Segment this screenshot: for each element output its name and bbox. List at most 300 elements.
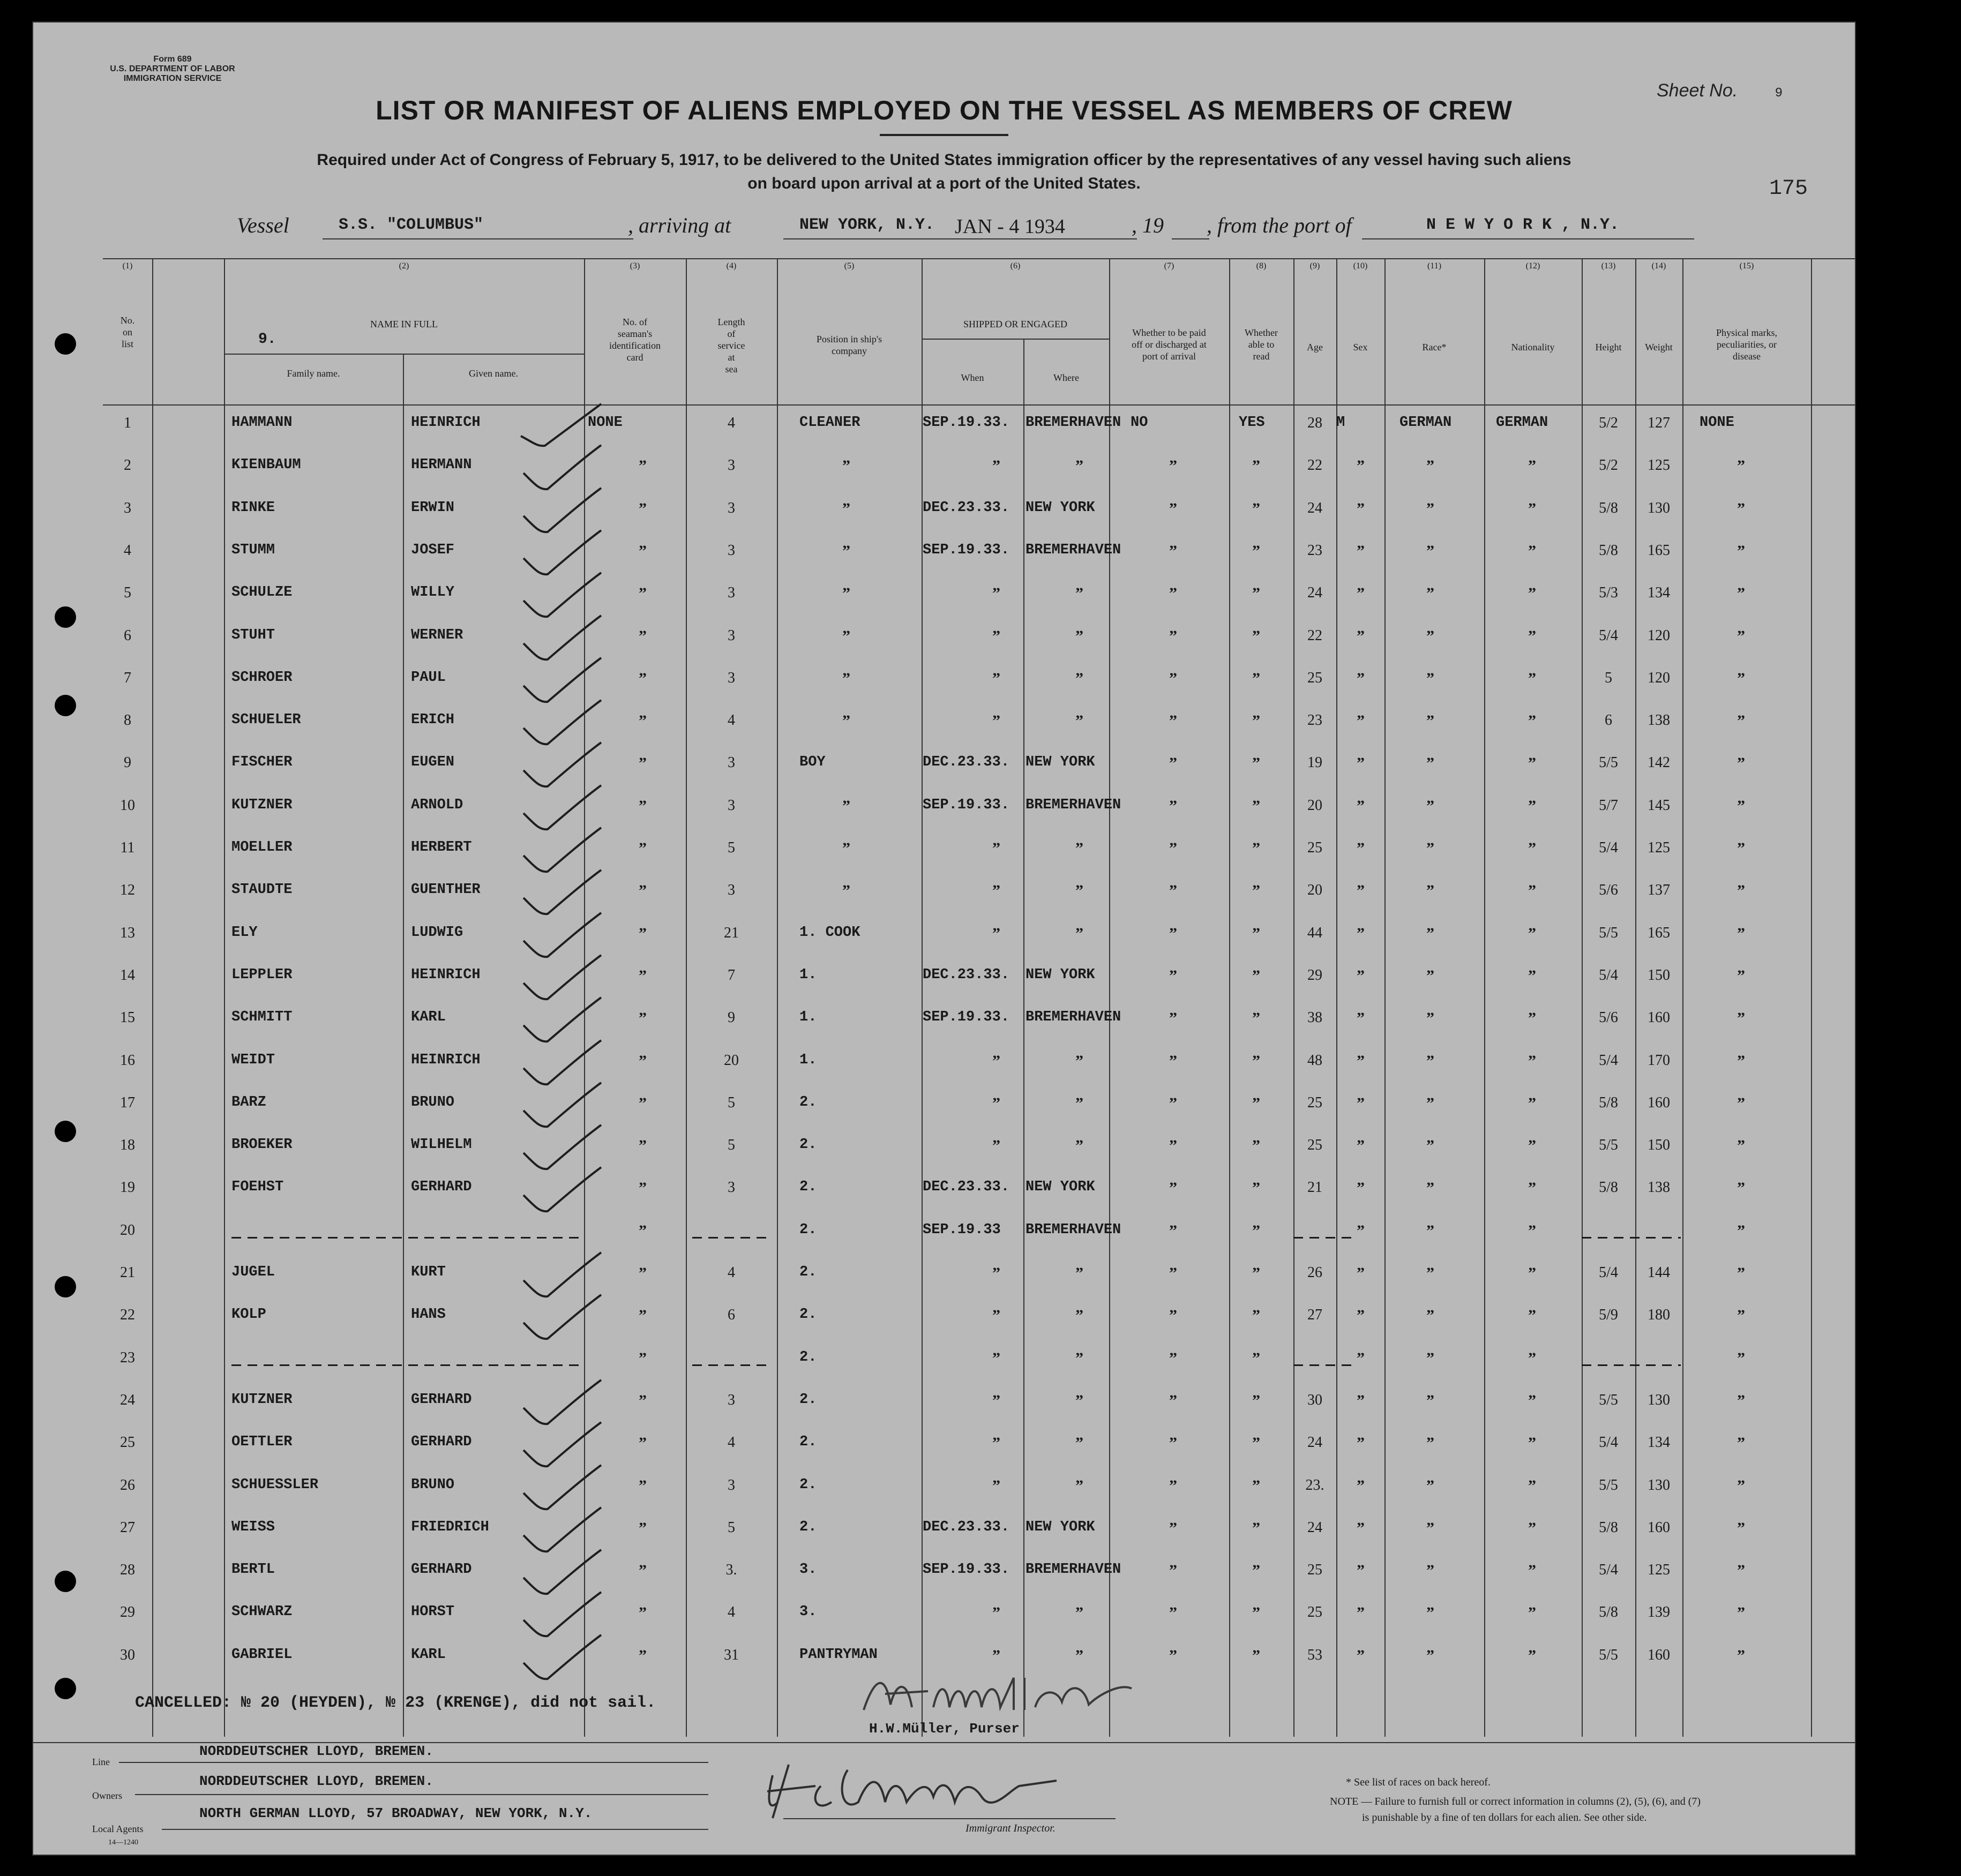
row-number: 11	[120, 839, 135, 856]
weight: 170	[1648, 1052, 1670, 1069]
given-name: BRUNO	[411, 1476, 455, 1493]
manifest-page	[32, 21, 1856, 1856]
age: 38	[1307, 1009, 1322, 1026]
table-row	[103, 875, 1855, 918]
table-row	[103, 1428, 1855, 1470]
position: 2.	[799, 1391, 817, 1408]
shipped-where: ”	[1075, 1264, 1083, 1282]
weight: 139	[1648, 1604, 1670, 1621]
table-row	[103, 1173, 1855, 1215]
race: ”	[1426, 712, 1434, 730]
seaman-card: ”	[639, 669, 647, 687]
seaman-card: ”	[639, 1646, 647, 1664]
paid-off: ”	[1169, 1137, 1177, 1155]
position: ”	[842, 499, 850, 517]
length-of-service: 3.	[725, 1562, 737, 1579]
row-number: 14	[120, 966, 135, 984]
shipped-where: ”	[1075, 839, 1083, 857]
shipped-when: DEC.23.33.	[923, 1179, 1010, 1196]
race: ”	[1426, 627, 1434, 645]
row-number: 27	[120, 1519, 135, 1536]
physical-marks: ”	[1737, 1562, 1745, 1580]
able-to-read: ”	[1252, 712, 1260, 730]
shipped-where: NEW YORK	[1026, 754, 1095, 771]
seaman-card: ”	[639, 1307, 647, 1325]
height: 5/4	[1599, 966, 1618, 984]
shipped-where: BREMERHAVEN	[1026, 415, 1121, 431]
col-10-number: (10)	[1353, 261, 1368, 271]
punch-hole	[55, 1678, 76, 1699]
age: 26	[1307, 1264, 1322, 1281]
shipped-when: ”	[992, 669, 1000, 687]
header-bottom-rule	[103, 404, 1855, 406]
punch-hole	[55, 333, 76, 355]
sex: ”	[1357, 882, 1365, 900]
paid-off: ”	[1169, 1646, 1177, 1664]
row-number: 17	[120, 1094, 135, 1111]
row-number: 30	[120, 1646, 135, 1663]
cancelled-note: CANCELLED: № 20 (HEYDEN), № 23 (KRENGE), did not sail.	[135, 1694, 656, 1712]
row-number: 2	[124, 457, 131, 474]
paid-off: ”	[1169, 1307, 1177, 1325]
seaman-card: ”	[639, 1434, 647, 1452]
arrival-date: JAN - 4 1934	[955, 215, 1065, 238]
able-to-read: ”	[1252, 1052, 1260, 1070]
shipped-where: NEW YORK	[1026, 499, 1095, 516]
age: 24	[1307, 584, 1322, 602]
shipped-where: BREMERHAVEN	[1026, 1009, 1121, 1026]
check-mark-icon	[515, 1163, 607, 1214]
shipped-when: SEP.19.33.	[923, 1562, 1010, 1578]
col-13-header: Height	[1595, 342, 1622, 352]
weight: 137	[1648, 882, 1670, 899]
shipped-where: ”	[1075, 712, 1083, 730]
col-7-number: (7)	[1164, 261, 1174, 271]
line-value: NORDDEUTSCHER LLOYD, BREMEN.	[199, 1743, 433, 1759]
age: 25	[1307, 1562, 1322, 1579]
able-to-read: ”	[1252, 669, 1260, 687]
physical-marks: ”	[1737, 1221, 1745, 1240]
row-number: 26	[120, 1476, 135, 1494]
length-of-service: 5	[728, 1519, 735, 1536]
race: ”	[1426, 1137, 1434, 1155]
family-name: WEIDT	[231, 1052, 275, 1068]
row-number: 10	[120, 797, 135, 814]
race: ”	[1426, 499, 1434, 517]
shipped-when: ”	[992, 457, 1000, 475]
position: 2.	[799, 1179, 817, 1196]
col-10-header: Sex	[1353, 342, 1368, 352]
race: GERMAN	[1399, 415, 1452, 431]
weight: 120	[1648, 669, 1670, 686]
seaman-card: ”	[639, 1604, 647, 1622]
physical-marks: ”	[1737, 839, 1745, 857]
family-name: SCHUESSLER	[231, 1476, 319, 1493]
age: 23	[1307, 712, 1322, 729]
given-name: KARL	[411, 1009, 446, 1026]
weight: 160	[1648, 1646, 1670, 1663]
length-of-service: 3	[728, 882, 735, 899]
sex: ”	[1357, 1349, 1365, 1367]
owners-label: Owners	[92, 1790, 122, 1801]
cancel-strike	[692, 1364, 767, 1366]
height: 5/5	[1599, 924, 1618, 941]
age: 44	[1307, 924, 1322, 941]
physical-marks: ”	[1737, 1476, 1745, 1495]
height: 5/8	[1599, 499, 1618, 516]
sex: ”	[1357, 839, 1365, 857]
able-to-read: ”	[1252, 499, 1260, 517]
row-number: 3	[124, 499, 131, 516]
paid-off: ”	[1169, 1476, 1177, 1495]
nationality: ”	[1528, 1009, 1536, 1027]
inspector-label: Immigrant Inspector.	[965, 1822, 1056, 1834]
paid-off: ”	[1169, 754, 1177, 772]
height: 5/8	[1599, 1519, 1618, 1536]
position: ”	[842, 797, 850, 815]
shipped-where: ”	[1075, 1604, 1083, 1622]
col-15-number: (15)	[1739, 261, 1754, 271]
able-to-read: ”	[1252, 797, 1260, 815]
length-of-service: 4	[728, 1264, 735, 1281]
col-9-header: Age	[1307, 342, 1323, 352]
form-code: 14—1240	[108, 1839, 138, 1847]
from-port-value: N E W Y O R K , N.Y.	[1426, 216, 1620, 234]
able-to-read: ”	[1252, 1391, 1260, 1409]
length-of-service: 3	[728, 1179, 735, 1196]
table-row	[103, 1343, 1855, 1385]
col-6a-header: When	[961, 372, 984, 383]
table-row	[103, 1597, 1855, 1640]
weight: 150	[1648, 966, 1670, 984]
race: ”	[1426, 1307, 1434, 1325]
nationality: ”	[1528, 712, 1536, 730]
col-2-number: (2)	[399, 261, 409, 271]
shipped-when: ”	[992, 1604, 1000, 1622]
length-of-service: 3	[728, 627, 735, 644]
row-number: 21	[120, 1264, 135, 1281]
row-number: 22	[120, 1307, 135, 1324]
seaman-card: ”	[639, 1137, 647, 1155]
nationality: ”	[1528, 754, 1536, 772]
length-of-service: 3	[728, 584, 735, 602]
family-name: STAUDTE	[231, 882, 293, 898]
able-to-read: ”	[1252, 1179, 1260, 1197]
family-name: RINKE	[231, 499, 275, 516]
seaman-card: ”	[639, 1264, 647, 1282]
row-number: 8	[124, 712, 131, 729]
col-8-number: (8)	[1256, 261, 1267, 271]
table-row	[103, 748, 1855, 790]
paid-off: ”	[1169, 1264, 1177, 1282]
seaman-card: ”	[639, 499, 647, 517]
family-name: HAMMANN	[231, 415, 293, 431]
family-name: JUGEL	[231, 1264, 275, 1280]
nationality: ”	[1528, 1137, 1536, 1155]
physical-marks: ”	[1737, 499, 1745, 517]
table-row	[103, 1555, 1855, 1597]
col-2b-header: Given name.	[469, 368, 518, 379]
col-2-header: NAME IN FULL	[370, 319, 438, 329]
age: 24	[1307, 1519, 1322, 1536]
given-name: HANS	[411, 1307, 446, 1323]
physical-marks: ”	[1737, 797, 1745, 815]
family-name: FISCHER	[231, 754, 293, 771]
col-5-header: Position in ship's company	[816, 334, 882, 356]
given-name: HORST	[411, 1604, 455, 1620]
paid-off: ”	[1169, 966, 1177, 985]
race: ”	[1426, 882, 1434, 900]
shipped-when: SEP.19.33	[923, 1221, 1001, 1238]
weight: 138	[1648, 712, 1670, 729]
sex: ”	[1357, 1221, 1365, 1240]
able-to-read: ”	[1252, 1519, 1260, 1537]
table-row	[103, 1046, 1855, 1088]
family-name: SCHUELER	[231, 712, 301, 729]
family-name: MOELLER	[231, 839, 293, 856]
able-to-read: ”	[1252, 1604, 1260, 1622]
arriving-value: NEW YORK, N.Y.	[799, 216, 935, 234]
position: 1.	[799, 1009, 817, 1026]
height: 5/4	[1599, 1052, 1618, 1069]
row-number: 29	[120, 1604, 135, 1621]
height: 5/5	[1599, 1476, 1618, 1494]
table-row	[103, 1088, 1855, 1130]
table-row	[103, 1130, 1855, 1173]
sex: ”	[1357, 542, 1365, 560]
family-name: SCHWARZ	[231, 1604, 293, 1620]
family-name: STUHT	[231, 627, 275, 643]
given-name: LUDWIG	[411, 924, 463, 941]
table-row	[103, 1300, 1855, 1342]
race: ”	[1426, 1009, 1434, 1027]
weight: 144	[1648, 1264, 1670, 1281]
able-to-read: ”	[1252, 966, 1260, 985]
given-name: HEINRICH	[411, 415, 481, 431]
paid-off: ”	[1169, 457, 1177, 475]
paid-off: ”	[1169, 1391, 1177, 1409]
col-9-number: (9)	[1309, 261, 1320, 271]
given-name: HERMANN	[411, 457, 472, 474]
position: 2.	[799, 1519, 817, 1535]
cancel-strike	[231, 1237, 585, 1239]
col-14-header: Weight	[1645, 342, 1673, 352]
position: 2.	[799, 1221, 817, 1238]
seaman-card: ”	[639, 966, 647, 985]
weight: 165	[1648, 924, 1670, 941]
physical-marks: ”	[1737, 966, 1745, 985]
race: ”	[1426, 839, 1434, 857]
seaman-card: ”	[639, 1562, 647, 1580]
family-name: SCHULZE	[231, 584, 293, 601]
shipped-where: ”	[1075, 1646, 1083, 1664]
sex: ”	[1357, 1519, 1365, 1537]
physical-marks: ”	[1737, 1434, 1745, 1452]
seaman-card: ”	[639, 457, 647, 475]
nationality: ”	[1528, 882, 1536, 900]
table-row	[103, 791, 1855, 833]
given-name: HERBERT	[411, 839, 472, 856]
position: ”	[842, 839, 850, 857]
age: 23	[1307, 542, 1322, 559]
shipped-where: ”	[1075, 627, 1083, 645]
age: 25	[1307, 839, 1322, 856]
nationality: ”	[1528, 1646, 1536, 1664]
length-of-service: 4	[728, 415, 735, 431]
height: 5/5	[1599, 1137, 1618, 1154]
family-name: SCHROER	[231, 669, 293, 686]
seaman-card: ”	[639, 924, 647, 942]
shipped-where: ”	[1075, 1052, 1083, 1070]
weight: 134	[1648, 1434, 1670, 1451]
sex: ”	[1357, 1562, 1365, 1580]
local-agents-label: Local Agents	[92, 1824, 144, 1834]
race: ”	[1426, 1562, 1434, 1580]
shipped-where: BREMERHAVEN	[1026, 542, 1121, 558]
age: 19	[1307, 754, 1322, 771]
row-number: 1	[124, 415, 131, 431]
nationality: ”	[1528, 1264, 1536, 1282]
physical-marks: ”	[1737, 1179, 1745, 1197]
vessel-underline	[323, 238, 633, 239]
shipped-when: ”	[992, 584, 1000, 603]
races-note: * See list of races on back hereof.	[1346, 1776, 1491, 1788]
shipped-when: SEP.19.33.	[923, 415, 1010, 431]
able-to-read: ”	[1252, 882, 1260, 900]
family-name: LEPPLER	[231, 966, 293, 983]
nationality: ”	[1528, 1562, 1536, 1580]
owners-underline	[135, 1794, 708, 1795]
sex: ”	[1357, 1434, 1365, 1452]
physical-marks: ”	[1737, 584, 1745, 603]
given-name: KURT	[411, 1264, 446, 1280]
nationality: ”	[1528, 797, 1536, 815]
nationality: ”	[1528, 1179, 1536, 1197]
nationality: ”	[1528, 1094, 1536, 1112]
shipped-when: ”	[992, 627, 1000, 645]
paid-off: ”	[1169, 1604, 1177, 1622]
height: 5/8	[1599, 1604, 1618, 1621]
nationality: ”	[1528, 1476, 1536, 1495]
nationality: ”	[1528, 499, 1536, 517]
height: 5/4	[1599, 1434, 1618, 1451]
sex: ”	[1357, 1052, 1365, 1070]
seaman-card: ”	[639, 797, 647, 815]
race: ”	[1426, 754, 1434, 772]
given-name: KARL	[411, 1646, 446, 1663]
col-11-header: Race*	[1422, 342, 1447, 352]
weight: 120	[1648, 627, 1670, 644]
shipped-where: BREMERHAVEN	[1026, 797, 1121, 813]
age: 53	[1307, 1646, 1322, 1663]
weight: 142	[1648, 754, 1670, 771]
shipped-when: ”	[992, 1434, 1000, 1452]
height: 5/9	[1599, 1307, 1618, 1324]
height: 5/4	[1599, 839, 1618, 856]
length-of-service: 3	[728, 1391, 735, 1408]
punch-hole	[55, 695, 76, 716]
local-agents-underline	[162, 1829, 708, 1830]
title-rule	[880, 134, 1008, 136]
position: PANTRYMAN	[799, 1646, 878, 1663]
physical-marks: ”	[1737, 1604, 1745, 1622]
row-number: 19	[120, 1179, 135, 1196]
table-row	[103, 1385, 1855, 1428]
family-name: KUTZNER	[231, 1391, 293, 1408]
family-name: GABRIEL	[231, 1646, 293, 1663]
seaman-card: ”	[639, 839, 647, 857]
able-to-read: ”	[1252, 1476, 1260, 1495]
race: ”	[1426, 966, 1434, 985]
height: 5/7	[1599, 797, 1618, 814]
form-reference: Form 689 U.S. DEPARTMENT OF LABOR IMMIGRATION SERVICE	[110, 55, 235, 83]
vessel-value: S.S. "COLUMBUS"	[339, 216, 484, 234]
age: 24	[1307, 499, 1322, 516]
table-row	[103, 1470, 1855, 1513]
cancel-strike	[1582, 1364, 1681, 1366]
given-name: ERWIN	[411, 499, 455, 516]
nationality: ”	[1528, 669, 1536, 687]
paid-off: ”	[1169, 1349, 1177, 1367]
seaman-card: ”	[639, 1391, 647, 1409]
nationality: ”	[1528, 457, 1536, 475]
paid-off: ”	[1169, 1519, 1177, 1537]
col-1-header: No. on list	[120, 315, 135, 349]
race: ”	[1426, 1476, 1434, 1495]
shipped-when: ”	[992, 1264, 1000, 1282]
shipped-when: ”	[992, 924, 1000, 942]
able-to-read: ”	[1252, 1349, 1260, 1367]
given-name: GERHARD	[411, 1434, 472, 1451]
weight: 125	[1648, 457, 1670, 474]
race: ”	[1426, 1646, 1434, 1664]
able-to-read: ”	[1252, 627, 1260, 645]
given-name: PAUL	[411, 669, 446, 686]
shipped-when: DEC.23.33.	[923, 966, 1010, 983]
shipped-where: ”	[1075, 1349, 1083, 1367]
cancel-strike	[1293, 1237, 1352, 1239]
given-name: GUENTHER	[411, 882, 481, 898]
position: ”	[842, 712, 850, 730]
nationality: ”	[1528, 542, 1536, 560]
shipped-where: ”	[1075, 1137, 1083, 1155]
seaman-card: ”	[639, 1179, 647, 1197]
able-to-read: ”	[1252, 1434, 1260, 1452]
position: 2.	[799, 1137, 817, 1153]
length-of-service: 5	[728, 1137, 735, 1154]
col-15-header: Physical marks, peculiarities, or disease	[1716, 327, 1777, 362]
table-row	[103, 1513, 1855, 1555]
fine-note-line-1: NOTE — Failure to furnish full or correct information in columns (2), (5), (6), and (7)	[1330, 1796, 1701, 1807]
col-3-number: (3)	[630, 261, 640, 271]
age: 23.	[1305, 1476, 1324, 1494]
paid-off: ”	[1169, 1221, 1177, 1240]
paid-off: ”	[1169, 797, 1177, 815]
row-number: 4	[124, 542, 131, 559]
race: ”	[1426, 1519, 1434, 1537]
length-of-service: 21	[724, 924, 739, 941]
punch-hole	[55, 1571, 76, 1592]
nationality: ”	[1528, 584, 1536, 603]
shipped-where: NEW YORK	[1026, 966, 1095, 983]
given-name: GERHARD	[411, 1179, 472, 1196]
fine-note-line-2: is punishable by a fine of ten dollars for each alien. See other side.	[1362, 1812, 1647, 1824]
sex: ”	[1357, 1476, 1365, 1495]
col-12-header: Nationality	[1511, 342, 1555, 352]
physical-marks: ”	[1737, 1519, 1745, 1537]
shipped-where: ”	[1075, 882, 1083, 900]
paid-off: ”	[1169, 1179, 1177, 1197]
